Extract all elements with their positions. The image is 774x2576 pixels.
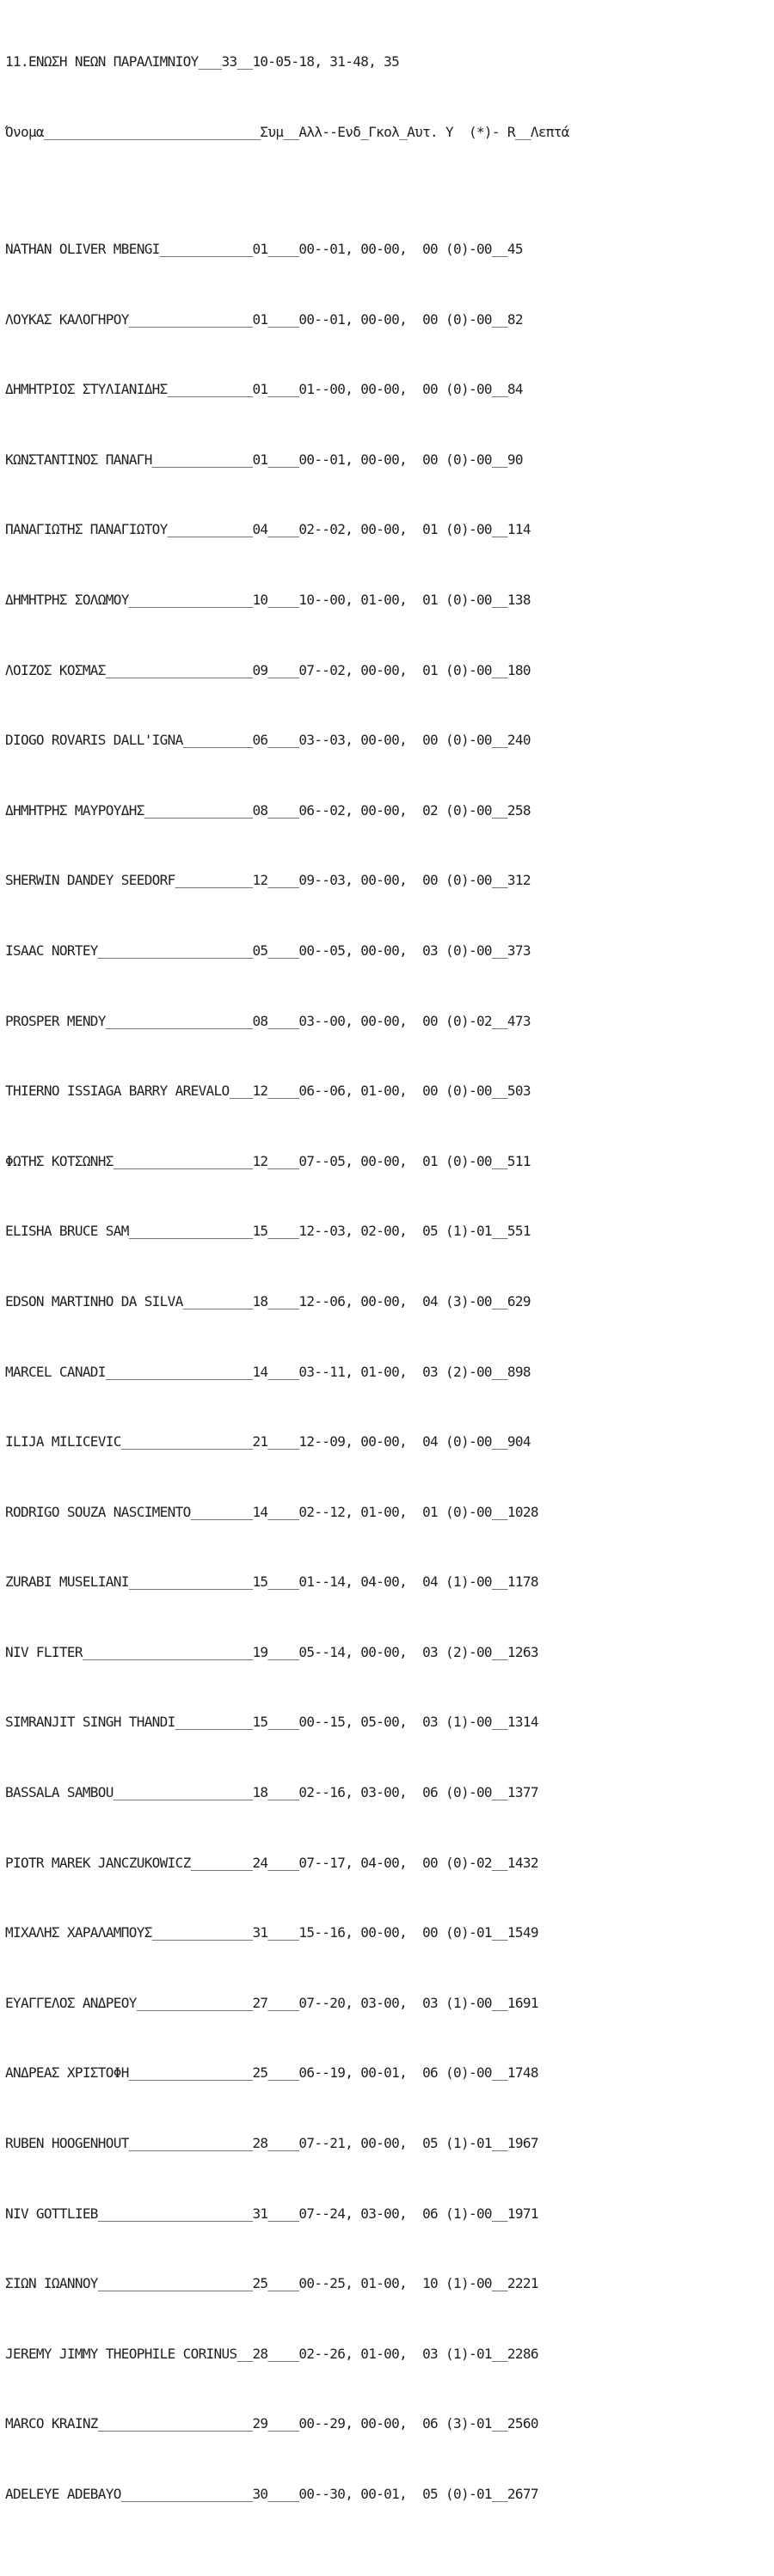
player-row: EDSON MARTINHO DA SILVA_________18____12--06, 00-00, 04 (3)-00__629 [5,1292,531,1309]
player-row: ELISHA BRUCE SAM________________15____12--03, 02-00, 05 (1)-01__551 [5,1223,531,1240]
player-row: NIV FLITER______________________19____05--14, 00-00, 03 (2)-00__1263 [5,1643,538,1660]
player-row: DIOGO ROVARIS DALL'IGNA_________06____03--03, 00-00, 00 (0)-00__240 [5,732,531,749]
player-row: THIERNO ISSIAGA BARRY AREVALO___12____06--06, 01-00, 00 (0)-00__503 [5,1083,531,1100]
player-row: NIV GOTTLIEB____________________31____07--24, 03-00, 06 (1)-00__1971 [5,2205,538,2222]
player-row: JEREMY JIMMY THEOPHILE CORINUS__28____02--26, 01-00, 03 (1)-01__2286 [5,2345,538,2362]
player-row: MARCEL CANADI___________________14____03--11, 01-00, 03 (2)-00__898 [5,1363,531,1380]
player-row: ΛΟΥΚΑΣ ΚΑΛΟΓΗΡΟΥ________________01____00--01, 00-00, 00 (0)-00__82 [5,310,523,328]
player-row: ILIJA MILICEVIC_________________21____12--09, 00-00, 04 (0)-00__904 [5,1433,531,1451]
player-row: MARCO KRAINZ____________________29____00--29, 00-00, 06 (3)-01__2560 [5,2415,538,2432]
player-row: ΚΩΝΣΤΑΝΤΙΝΟΣ ΠΑΝΑΓΗ_____________01____00--01, 00-00, 00 (0)-00__90 [5,451,523,468]
player-row: SHERWIN DANDEY SEEDORF__________12____09--03, 00-00, 00 (0)-00__312 [5,872,531,889]
player-row: PIOTR MAREK JANCZUKOWICZ________24____07--17, 04-00, 00 (0)-02__1432 [5,1854,538,1871]
player-row: ΣΙΩΝ ΙΩΑΝΝΟΥ____________________25____00--25, 01-00, 10 (1)-00__2221 [5,2275,538,2292]
player-row: ΦΩΤΗΣ ΚΟΤΣΩΝΗΣ__________________12____07--05, 00-00, 01 (0)-00__511 [5,1152,531,1169]
player-row: RODRIGO SOUZA NASCIMENTO________14____02--12, 01-00, 01 (0)-00__1028 [5,1503,538,1520]
player-row: ΔΗΜΗΤΡΗΣ ΣΟΛΩΜΟΥ________________10____10--00, 01-00, 01 (0)-00__138 [5,591,531,608]
team-title-line: 11.ΕΝΩΣΗ ΝΕΩΝ ΠΑΡΑΛΙΜΝΙΟΥ___33__10-05-18, 31-48, 35 [5,53,400,71]
player-row: PROSPER MENDY___________________08____03--00, 00-00, 00 (0)-02__473 [5,1012,531,1029]
player-row: ADELEYE ADEBAYO_________________30____00--30, 00-01, 05 (0)-01__2677 [5,2486,538,2502]
player-row: ΜΙΧΑΛΗΣ ΧΑΡΑΛΑΜΠΟΥΣ_____________31____15--16, 00-00, 00 (0)-01__1549 [5,1924,538,1941]
player-row: SIMRANJIT SINGH THANDI__________15____00--15, 05-00, 03 (1)-00__1314 [5,1714,538,1731]
player-row: RUBEN HOOGENHOUT________________28____07--21, 00-00, 05 (1)-01__1967 [5,2135,538,2152]
player-row: ΔΗΜΗΤΡΙΟΣ ΣΤΥΛΙΑΝΙΔΗΣ___________01____01--00, 00-00, 00 (0)-00__84 [5,381,523,398]
player-row: ZURABI MUSELIANI________________15____01--14, 04-00, 04 (1)-00__1178 [5,1573,538,1591]
player-row: NATHAN OLIVER MBENGI____________01____00--01, 00-00, 00 (0)-00__45 [5,241,523,257]
player-rows [5,191,774,2553]
player-row: ΠΑΝΑΓΙΩΤΗΣ ΠΑΝΑΓΙΩΤΟΥ___________04____02--02, 00-00, 01 (0)-00__114 [5,521,531,538]
player-row: ΕΥΑΓΓΕΛΟΣ ΑΝΔΡΕΟΥ_______________27____07--20, 03-00, 03 (1)-00__1691 [5,1994,538,2011]
column-header-line: Όνομα____________________________Συμ__Αλλ--Ενδ_Γκολ_Αυτ. Υ (*)- R__Λεπτά [5,124,569,140]
player-row: ΑΝΔΡΕΑΣ ΧΡΙΣΤΟΦΗ________________25____06--19, 00-01, 06 (0)-00__1748 [5,2064,538,2082]
player-row: ISAAC NORTEY____________________05____00--05, 00-00, 03 (0)-00__373 [5,941,531,959]
player-row: BASSALA SAMBOU__________________18____02--16, 03-00, 06 (0)-00__1377 [5,1784,538,1801]
player-row: ΛΟΙΖΟΣ ΚΟΣΜΑΣ___________________09____07--02, 00-00, 01 (0)-00__180 [5,661,531,678]
player-row: ΔΗΜΗΤΡΗΣ ΜΑΥΡΟΥΔΗΣ______________08____06--02, 00-00, 02 (0)-00__258 [5,801,531,819]
